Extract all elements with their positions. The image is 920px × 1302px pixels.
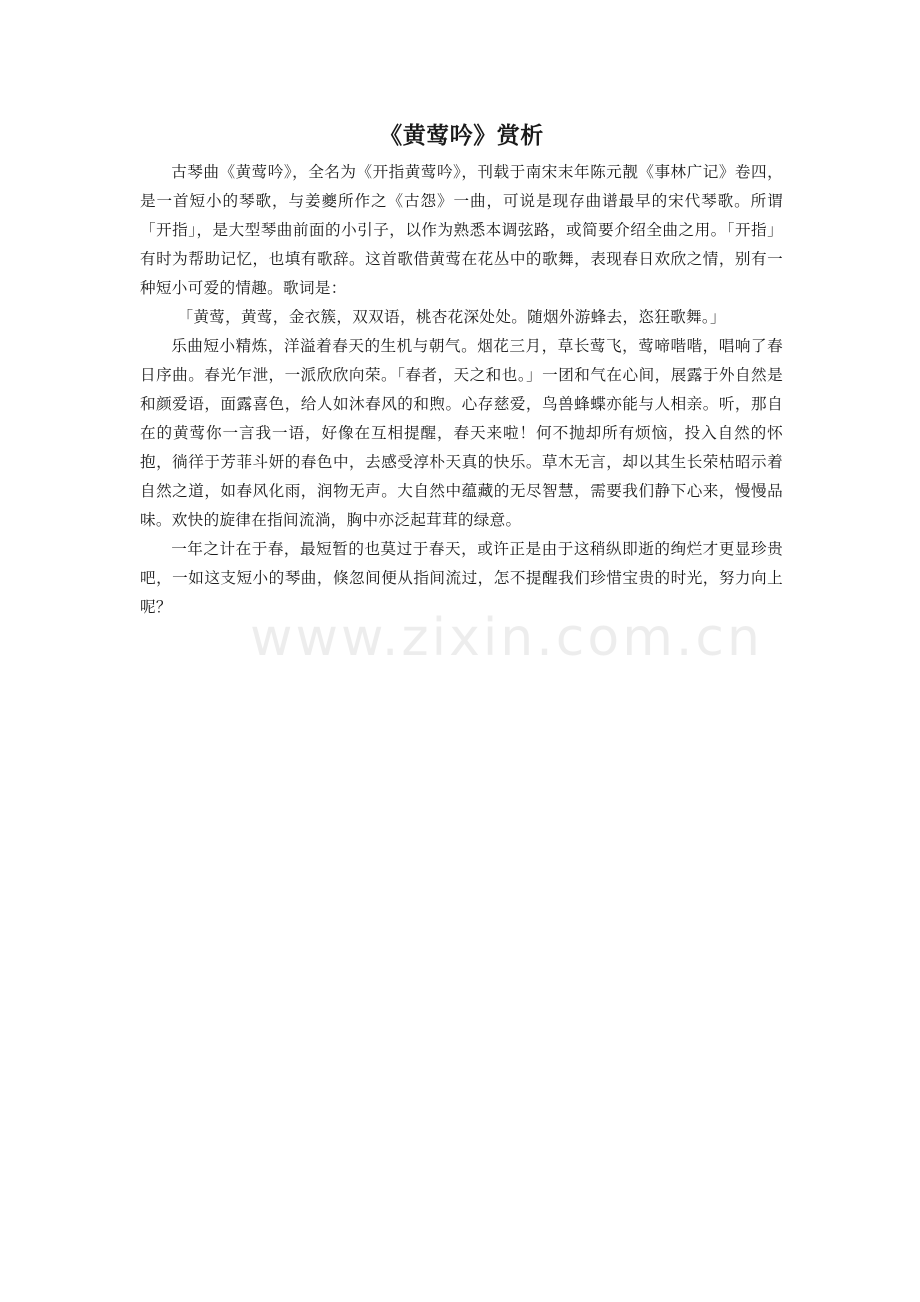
watermark: www.zixin.com.cn <box>250 608 763 668</box>
analysis-paragraph: 乐曲短小精炼，洋溢着春天的生机与朝气。烟花三月，草长莺飞，莺啼喈喈，唱响了春日序曲。春光乍泄，一派欣欣向荣。「春者，天之和也。」一团和气在心间，展露于外自然是和颜爱语，面露喜色，给人如沐春风的和煦。心存慈爱，鸟兽蜂蝶亦能与人相亲。听，那自在的黄莺你一言我一语，好像在互相提醒，春天来啦！何不抛却所有烦恼，投入自然的怀抱，徜徉于芳菲斗妍的春色中，去感受淳朴天真的快乐。草木无言，却以其生长荣枯昭示着自然之道，如春风化雨，润物无声。大自然中蕴藏的无尽智慧，需要我们静下心来，慢慢品味。欢快的旋律在指间流淌，胸中亦泛起茸茸的绿意。 <box>140 337 783 529</box>
document-page <box>140 118 783 622</box>
intro-paragraph: 古琴曲《黄莺吟》，全名为《开指黄莺吟》，刊载于南宋末年陈元靓《事林广记》卷四，是一首短小的琴歌，与姜夔所作之《古怨》一曲，可说是现存曲谱最早的宋代琴歌。所谓「开指」，是大型琴曲前面的小引子，以作为熟悉本调弦路，或简要介绍全曲之用。「开指」有时为帮助记忆，也填有歌辞。这首歌借黄莺在花丛中的歌舞，表现春日欢欣之情，别有一种短小可爱的情趣。歌词是： <box>140 163 783 297</box>
page-title: 《黄莺吟》赏析 <box>379 122 544 149</box>
lyrics-paragraph: 「黄莺，黄莺，金衣簇，双双语，桃杏花深处处。随烟外游蜂去，恣狂歌舞。」 <box>177 308 726 326</box>
closing-paragraph: 一年之计在于春，最短暂的也莫过于春天，或许正是由于这稍纵即逝的绚烂才更显珍贵吧，一如这支短小的琴曲，倏忽间便从指间流过，怎不提醒我们珍惜宝贵的时光，努力向上呢？ <box>140 540 783 616</box>
